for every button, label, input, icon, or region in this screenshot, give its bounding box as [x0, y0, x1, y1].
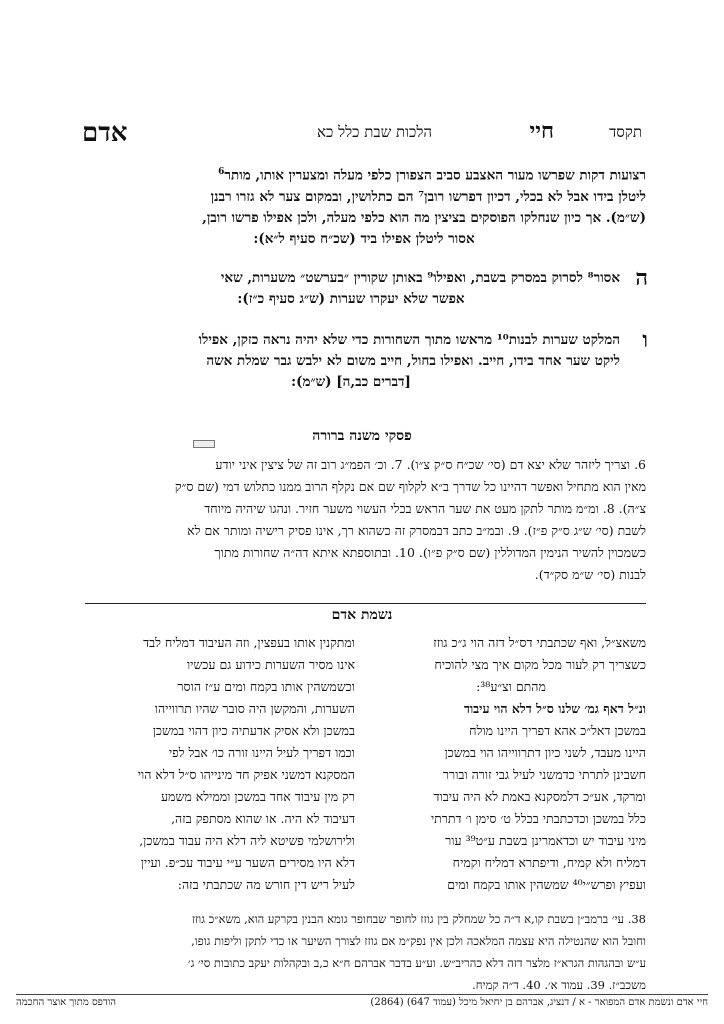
line: ועפיץ ופרש״י⁴⁰ שמשהין אותו בקמח ומים [447, 877, 646, 892]
line: ולירושלמי פשיטא ליה דלא היה עבוד במשכן, [139, 833, 355, 848]
section-divider [85, 603, 646, 604]
bottom-divider [16, 994, 708, 995]
line: אסור ליטלן אפילו ביד (שכ״ח סעיף ל״א): [253, 230, 475, 247]
line: ונ״ל דאף גמ׳ שלנו ס״ל דלא הוי עיבוד [463, 701, 646, 716]
line: כשמכוין להשיר הנימין המדוללין (שם ס״ק פ״ו). 10. ובתוספתא איתא דה״ה שחורות מתוך [214, 545, 646, 560]
line: חשבינן לתרתי כדמשני לעיל גבי זורה ובורר [442, 767, 646, 782]
line: ע״ש ובהגהות הגרא״ז מלצר דזה דלא כהריב״ש. וע״ע בדבר אברהם ח״א כ,ב ובקהלות יעקב כתובות סי׳ ג׳ [187, 956, 646, 970]
line: המסקנא דמשני אפיק חד מינייהו ס״ל דלא הוי [137, 767, 355, 782]
line: ומרקד, אע״כ דלמסקנא באמת לא היה עיבוד [433, 789, 646, 804]
line: מהתם וצ״ע³⁸: [476, 679, 546, 694]
commentary-right-column [376, 632, 646, 896]
line: היינו מעבד, לשני כיון דתרווייהו הוי במשכן [444, 745, 646, 760]
commentary-left-column [85, 632, 355, 896]
line: 38. עי׳ ברמב״ן בשבת קו,א ד״ה כל שמחלק בין גוזז לחופר שבחופר גומא הבנין בקרקע הוא, משא״כ גוזז [191, 912, 646, 926]
line: דלא היו מסירים השער ע״י עיבוד עכ״פ. ועיין [140, 855, 355, 870]
line: משאצ״ל, ואף שכתבתי דס״ל דזה הוי ג״כ גוזז [433, 635, 646, 650]
line: לבנות (סי׳ ש״מ סק״ד). [534, 567, 646, 582]
paragraph-he [82, 265, 648, 310]
line: השערות, והמקשן היה סובר שהיו תרווייהו [154, 701, 355, 716]
note-marker: 6 [218, 167, 225, 177]
commentary-title: נשמת אדם [331, 607, 393, 623]
library-stamp-icon [193, 440, 215, 448]
line: (ש״מ). אך כיון שנחלקו הפוסקים בציצין מה הוא כלפי מעלה, ולכן אפילו פרשו רובן, [202, 209, 646, 226]
line: לעיל ריש דין חורש מה שכתבתי בזה: [177, 877, 355, 892]
source-credit: חיי אדם ונשמת אדם המפואר - א / דנציג, אברהם בן יחיאל מיכל (עמוד 647) (2864) [370, 997, 708, 1008]
line: צ״ה). 8. ומ״מ מותר לתקן מעט את שער הראש בכלי העשוי משער חזיר. ונהגו שיהיה מיוחד [204, 501, 646, 516]
line: וכשמשהין אותו בקמח ומים ע״ז הוסר [177, 679, 355, 694]
line: אסור⁸ לסרוק במסרק בשבת, ואפילו⁹ באותן שקורין ״בערשט״ משערות, שאי [220, 270, 620, 286]
page-number: תקסד [609, 123, 642, 141]
line: במשכן דאל״כ אהא דפריך היינו מולח [469, 723, 646, 738]
print-credit: הודפס מתוך אוצר החכמה [16, 997, 117, 1008]
paragraph-vav [82, 327, 648, 393]
header-book-right: חיי [529, 118, 554, 144]
rulings-section [82, 454, 646, 586]
line: דעיבוד לא היה. או שהוא מסתפק בזה, [171, 811, 355, 826]
line: רק מין עיבוד אחד במשכן וממילא משמע [160, 789, 355, 804]
line: וכמו דפריך לעיל היינו זורה כו׳ אבל לפי [168, 745, 355, 760]
line: מיני עיבוד יש וכדאמרינן בשבת ע״ט³⁹ עור [445, 833, 646, 848]
line: ומתקנין אותו בעפצין, וזה העיבוד דמליח לבד [143, 635, 355, 650]
section-title: הלכות שבת כלל כא [317, 123, 432, 141]
line: המלקט שערות לבנות¹⁰ מראשו מתוך השחורות כדי שלא יהיה נראה כזקן, אפילו [198, 332, 620, 348]
line: אינו מסיר השערות כידוע גם עכשיו [186, 657, 355, 672]
line: [דברים כב,ה] (ש״מ): [291, 374, 411, 390]
line: וחובל הוא שהנטילה היא עצמה המלאכה ולכן אין נפק״מ אם גוזז לצורך השיער או כדי לתקן וליפות גופו, [191, 934, 646, 948]
line: דמליח ולא קמיח, ודיפתרא דמליח וקמיח [452, 855, 646, 870]
rulings-title: פסקי משנה ברורה [312, 428, 412, 444]
line: ליטלן בידו אבל לא בכלי, דכיון דפרשו רובן⁷ הם כתלושין, ובמקום צער לא גזרו רבנן [210, 188, 646, 205]
line: משכב״ז. 39. עמוד א׳. 40. ד״ה קמיח. [472, 978, 646, 992]
line: רצועות דקות שפרשו מעור האצבע סביב הצפורן כלפי מעלה ומצערין אותו, מותר$^6$ [218, 167, 646, 184]
line: כלל במשכן וכדכתבתי בכלל ט׳ סימן ו׳ דתרתי [430, 811, 646, 826]
line: מאין הוא מתחיל ואפשר דהיינו כל שדרך ב״א לקלוף שם אם נקלף הרוב ממנו כתלוש דמי (שם ס״ק [174, 479, 646, 494]
line: ליקט שער אחד בידו, חייב. ואפילו בחול, חייב משום לא ילבש גבר שמלת אשה [206, 353, 620, 369]
line: 6. וצריך ליזהר שלא יצא דם (סי׳ שכ״ח ס״ק צ״ו). 7. וכ׳ הפמ״ג רוב זה של ציצין איני יודע [215, 457, 646, 472]
paragraph-1 [82, 162, 646, 250]
paragraph-letter: ו [642, 327, 648, 353]
line: לשבת (סי׳ ש״ג ס״ק פ״ז). 9. ובמ״ב כתב דבמסרק זה כשהוא רך, אינו פסיק רישיה ומותר אם לא [187, 523, 646, 538]
paragraph-letter: ה [635, 265, 648, 291]
running-header [82, 118, 642, 148]
footnotes [82, 908, 646, 996]
header-book-left: אדם [82, 118, 128, 148]
line: אפשר שלא יעקרו שערות (ש״ג סעיף כ״ז): [237, 291, 465, 307]
line: כשצריך רק לעור מכל מקום איך מצי להוכיח [434, 657, 646, 672]
line: במשכן ולא אסיק אדעתיה כיון דהוי במשכן [152, 723, 355, 738]
